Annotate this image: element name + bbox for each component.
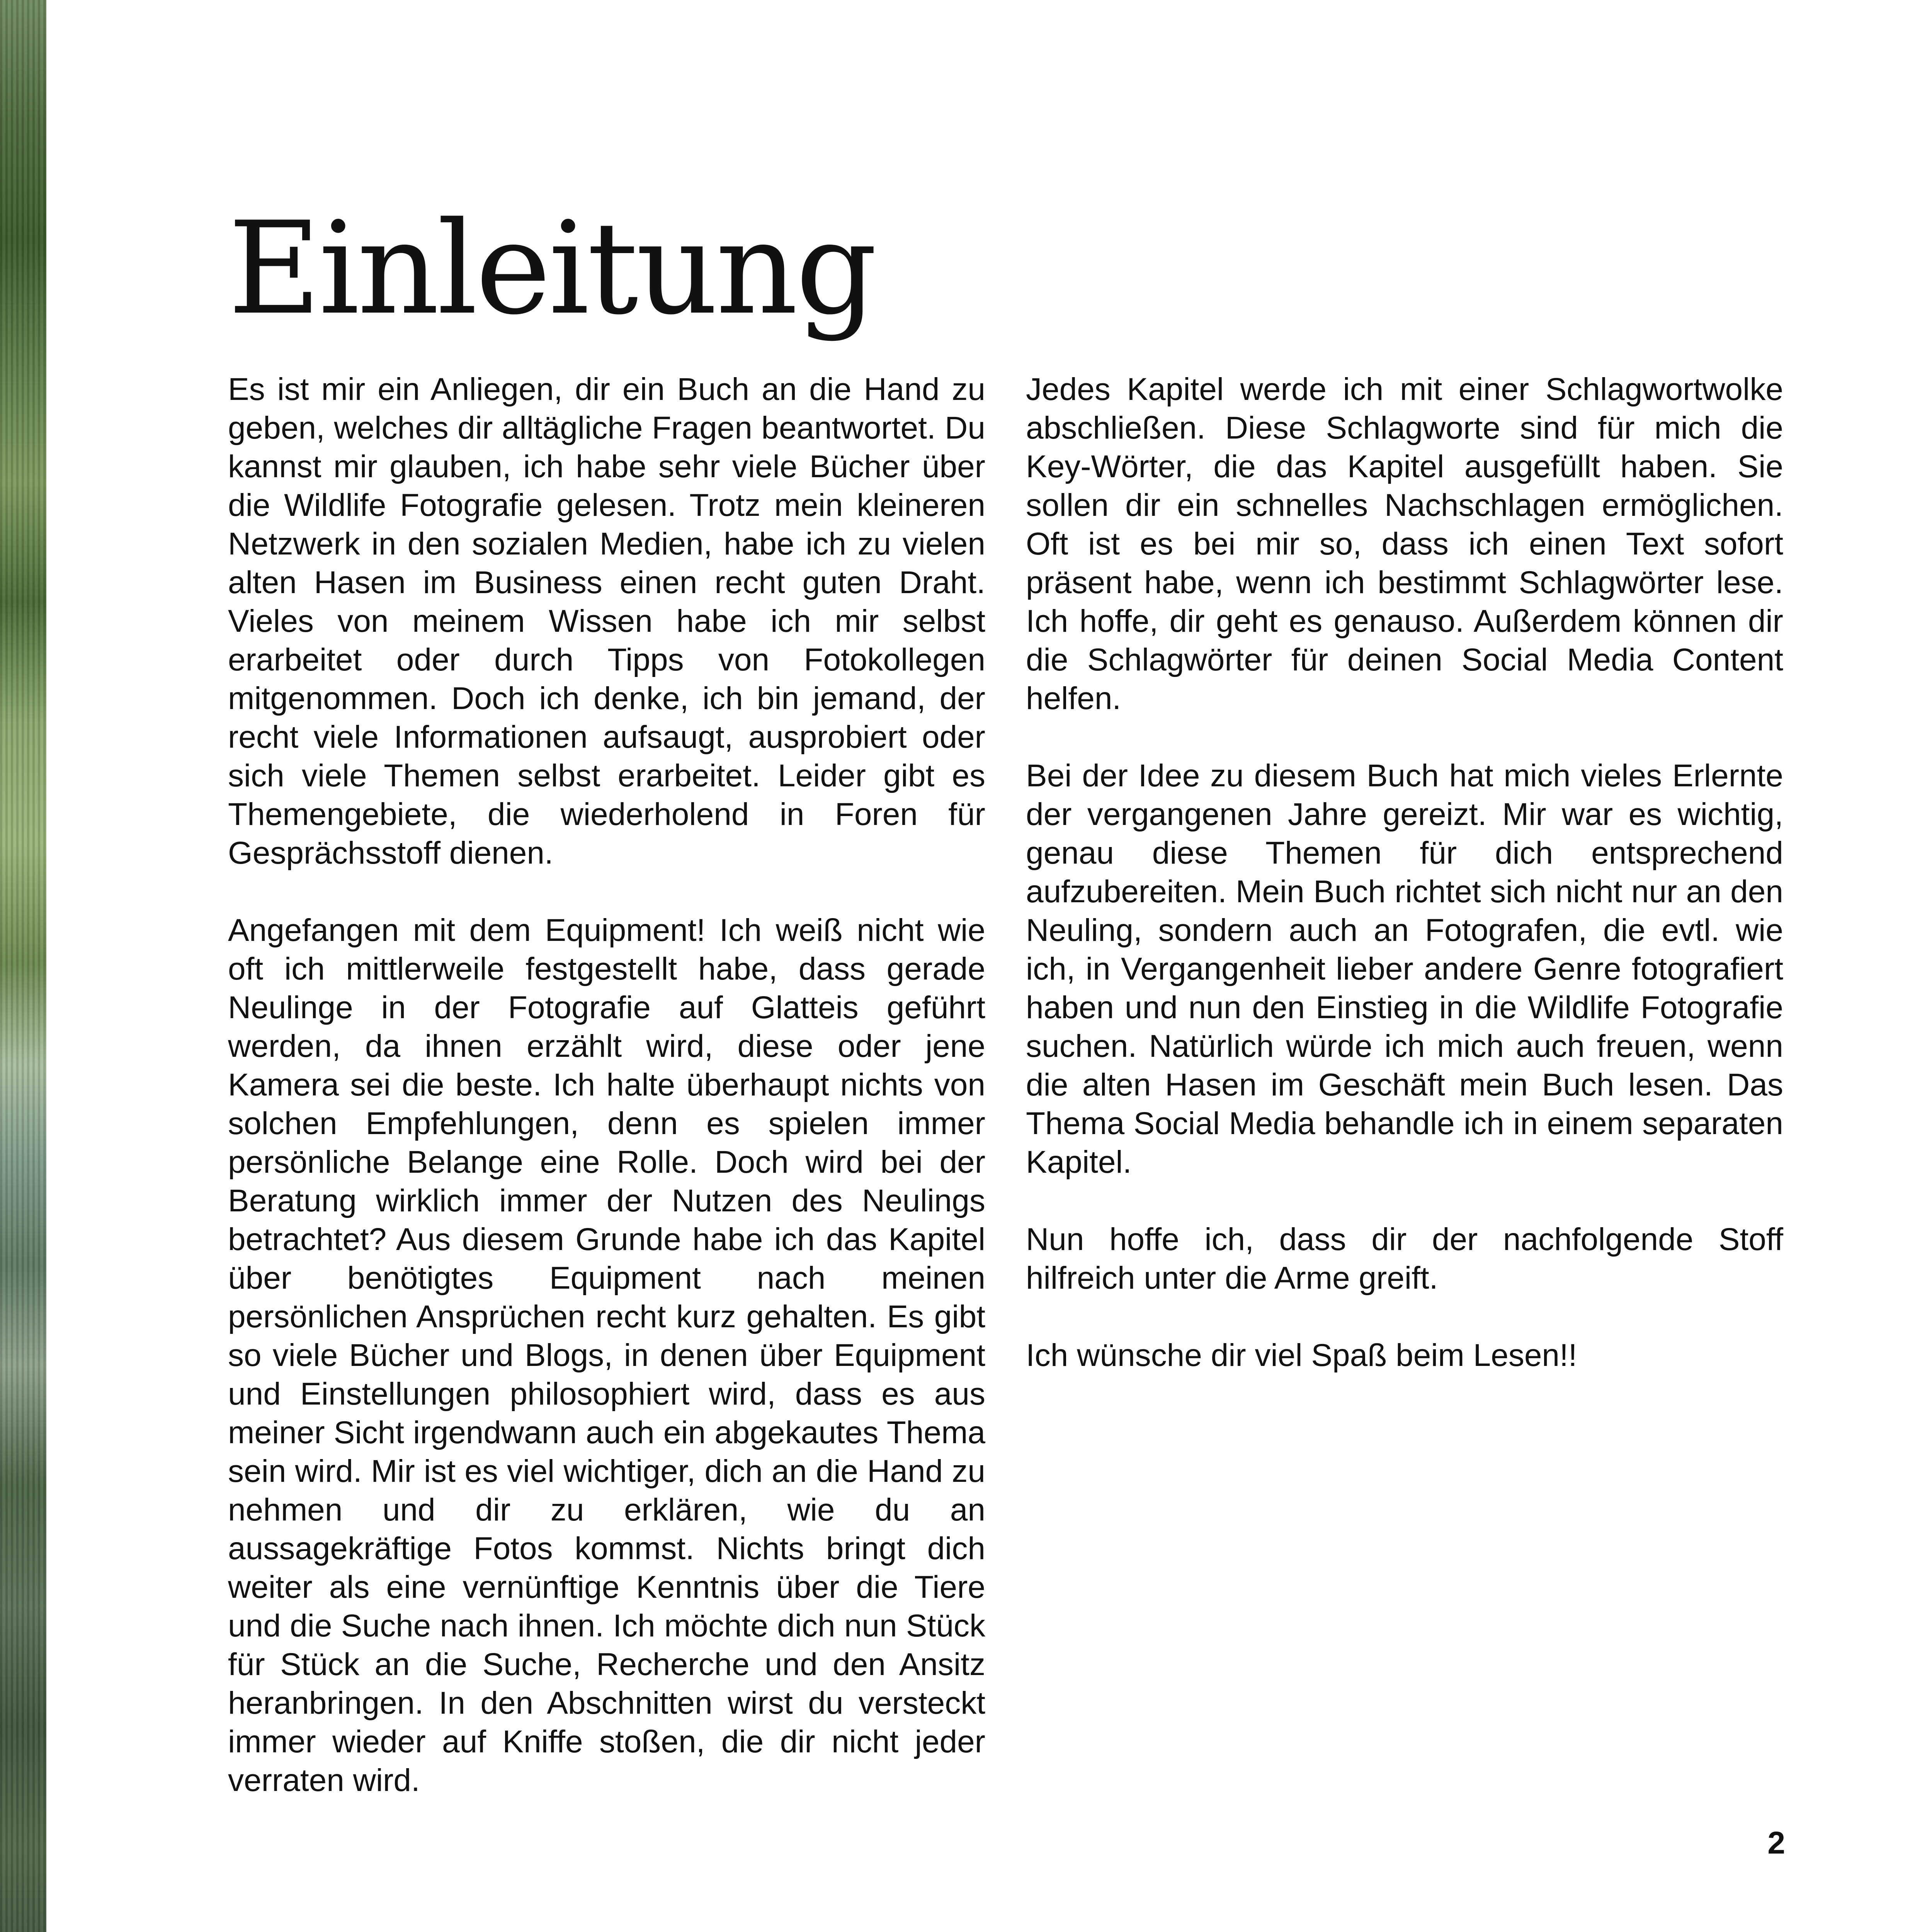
page-title: Einleitung — [228, 194, 875, 343]
nature-photo-strip — [0, 0, 46, 1932]
paragraph: Angefangen mit dem Equipment! Ich weiß nicht wie oft ich mittlerweile festgestellt habe, dass gerade Neulinge in der Fotografie auf Glatteis geführt werden, da ihnen erzählt wird, diese oder jene Kamera sei die beste. Ich halte überhaupt nichts von solchen Empfehlungen, denn es spielen immer persönliche Belange eine Rolle. Doch wird bei der Beratung wirklich immer der Nutzen des Neulings betrachtet? Aus diesem Grunde habe ich das Kapitel über benötigtes Equipment nach meinen persönlichen Ansprüchen recht kurz gehalten. Es gibt so viele Bücher und Blogs, in denen über Equipment und Einstellungen philosophiert wird, dass es aus meiner Sicht irgendwann auch ein abgekautes Thema sein wird. Mir ist es viel wichtiger, dich an die Hand zu nehmen und dir zu erklären, wie du an aussagekräftige Fotos kommst. Nichts bringt dich weiter als eine vernünftige Kenntnis über die Tiere und die Suche nach ihnen. Ich möchte dich nun Stück für Stück an die Suche, Recherche und den Ansitz heranbringen. In den Abschnitten wirst du versteckt immer wieder auf Kniffe stoßen, die dir nicht jeder verraten wird. — [228, 913, 985, 1798]
page-number: 2 — [1767, 1825, 1785, 1861]
left-text-column — [228, 370, 985, 1838]
paragraph: Jedes Kapitel werde ich mit einer Schlagwortwolke abschließen. Diese Schlagworte sind für mich die Key-Wörter, die das Kapitel ausgefüllt haben. Sie sollen dir ein schnelles Nachschlagen ermöglichen. Oft ist es bei mir so, dass ich einen Text sofort präsent habe, wenn ich bestimmt Schlagwörter lese. Ich hoffe, dir geht es genauso. Außerdem können dir die Schlagwörter für deinen Social Media Content helfen. — [1026, 372, 1783, 716]
paragraph: Bei der Idee zu diesem Buch hat mich vieles Erlernte der vergangenen Jahre gereizt. Mir war es wichtig, genau diese Themen für dich entsprechend aufzubereiten. Mein Buch richtet sich nicht nur an den Neuling, sondern auch an Fotografen, die evtl. wie ich, in Vergangenheit lieber andere Genre fotografiert haben und nun den Einstieg in die Wildlife Fotografie suchen. Natürlich würde ich mich auch freuen, wenn die alten Hasen im Geschäft mein Buch lesen. Das Thema Social Media behandle ich in einem separaten Kapitel. — [1026, 758, 1783, 1180]
right-text-column — [1026, 370, 1783, 1413]
paragraph: Ich wünsche dir viel Spaß beim Lesen!! — [1026, 1338, 1577, 1373]
paragraph: Es ist mir ein Anliegen, dir ein Buch an die Hand zu geben, welches dir alltägliche Fragen beantwortet. Du kannst mir glauben, ich habe sehr viele Bücher über die Wildlife Fotografie gelesen. Trotz mein kleineren Netzwerk in den sozialen Medien, habe ich zu vielen alten Hasen im Business einen recht guten Draht. Vieles von meinem Wissen habe ich mir selbst erarbeitet oder durch Tipps von Fotokollegen mitgenommen. Doch ich denke, ich bin jemand, der recht viele Informationen aufsaugt, ausprobiert oder sich viele Themen selbst erarbeitet. Leider gibt es Themengebiete, die wiederholend in Foren für Gesprächsstoff dienen. — [228, 372, 985, 871]
paragraph: Nun hoffe ich, dass dir der nachfolgende Stoff hilfreich unter die Arme greift. — [1026, 1222, 1783, 1296]
